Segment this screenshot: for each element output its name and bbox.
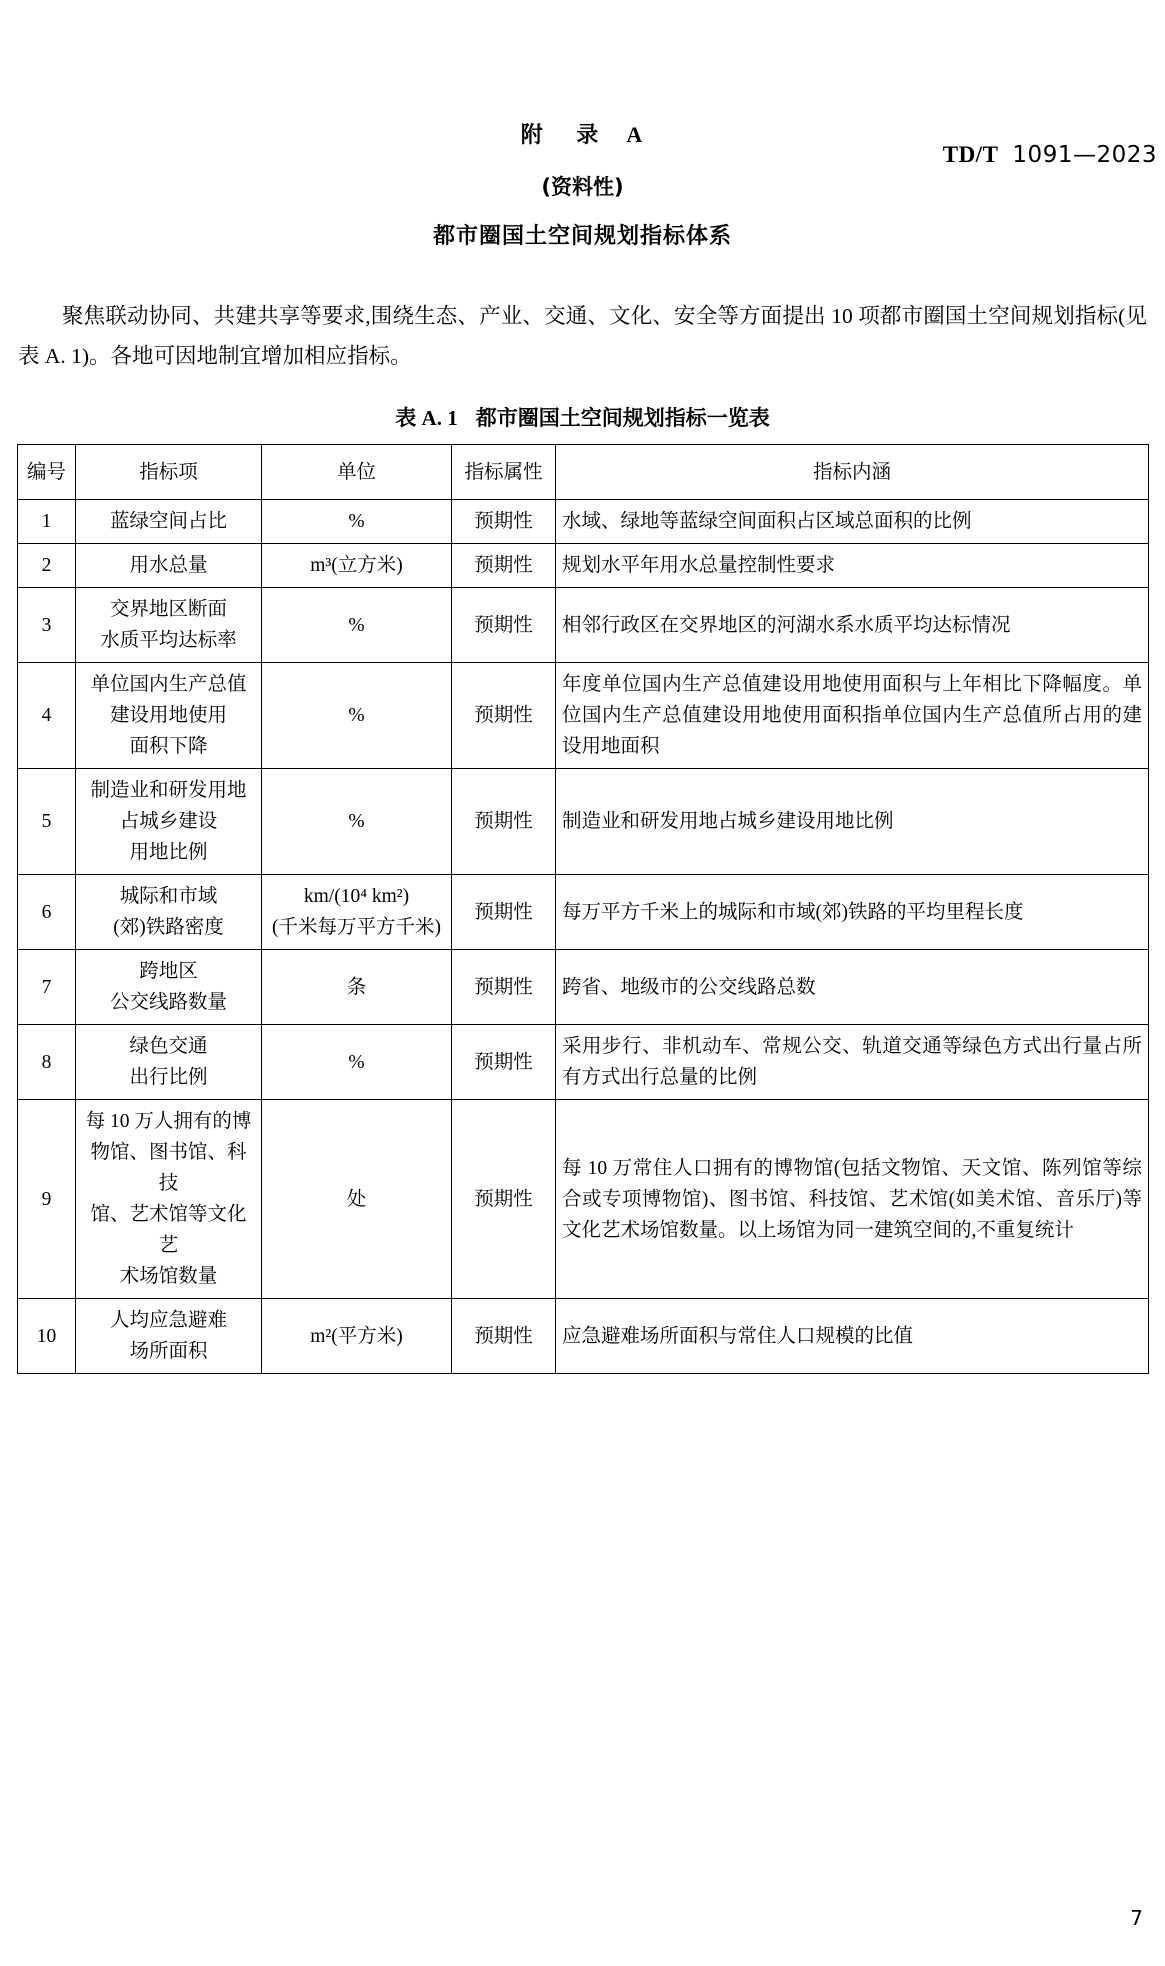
table-row [18,875,1149,950]
cell-index: 5 [18,769,76,875]
cell-description: 年度单位国内生产总值建设用地使用面积与上年相比下降幅度。单位国内生产总值建设用地使用面积指单位国内生产总值所占用的建设用地面积 [556,663,1149,769]
cell-index: 7 [18,950,76,1025]
indicator-item-line: 场所面积 [129,1341,208,1362]
table-row [18,769,1149,875]
cell-unit [262,588,452,663]
cell-index: 8 [18,1025,76,1100]
indicator-item-line: 馆、艺术馆等文化艺 [90,1204,247,1256]
table-header-row [18,445,1149,500]
cell-attribute: 预期性 [452,1100,556,1299]
table-caption [0,402,1165,432]
unit-line: % [348,511,365,532]
indicator-item-line: 绿色交通 [129,1036,208,1057]
indicator-item-line: 用水总量 [129,555,208,576]
unit-line: (千米每万平方千米) [272,917,441,938]
table-caption-label: 表 A. 1 [395,406,458,430]
annex-subtitle: (资料性) [541,175,624,199]
indicator-table [17,444,1149,1374]
cell-index: 10 [18,1299,76,1374]
unit-line: % [348,614,365,636]
annex-name: 都市圈国土空间规划指标体系 [432,224,732,249]
cell-index: 1 [18,500,76,544]
cell-index: 3 [18,588,76,663]
cell-description: 跨省、地级市的公交线路总数 [556,950,1149,1025]
cell-unit [262,875,452,950]
indicator-item-line: 水质平均达标率 [100,630,237,651]
indicator-item-line: 每 10 万人拥有的博 [85,1111,252,1132]
table-row [18,1025,1149,1100]
cell-index: 2 [18,544,76,588]
cell-attribute: 预期性 [452,950,556,1025]
unit-line: % [348,1051,365,1073]
unit-line: 条 [346,976,367,998]
cell-attribute: 预期性 [452,769,556,875]
cell-attribute: 预期性 [452,588,556,663]
standard-code: TD/T [942,142,999,167]
cell-description: 水域、绿地等蓝绿空间面积占区域总面积的比例 [556,500,1149,544]
indicator-item-line: 建设用地使用 [109,705,227,726]
cell-attribute: 预期性 [452,1299,556,1374]
table-body [18,500,1149,1374]
cell-attribute: 预期性 [452,1025,556,1100]
unit-line: 处 [346,1188,367,1210]
indicator-item-line: 制造业和研发用地 [90,780,247,801]
table-row [18,663,1149,769]
cell-index: 6 [18,875,76,950]
unit-line: km/(10⁴ km²) [303,886,410,907]
table-caption-title: 都市圈国土空间规划指标一览表 [475,406,770,430]
cell-index: 4 [18,663,76,769]
indicator-item-line: 人均应急避难 [109,1310,227,1331]
page-number: 7 [1130,1906,1143,1930]
cell-indicator-item [76,875,262,950]
cell-attribute: 预期性 [452,500,556,544]
indicator-item-line: 交界地区断面 [109,599,227,620]
cell-indicator-item [76,544,262,588]
cell-description: 规划水平年用水总量控制性要求 [556,544,1149,588]
indicator-item-line: 蓝绿空间占比 [109,511,227,532]
cell-description: 相邻行政区在交界地区的河湖水系水质平均达标情况 [556,588,1149,663]
cell-indicator-item [76,1299,262,1374]
cell-description: 应急避难场所面积与常住人口规模的比值 [556,1299,1149,1374]
cell-unit [262,769,452,875]
cell-unit [262,1025,452,1100]
cell-indicator-item [76,588,262,663]
table-row [18,544,1149,588]
cell-description: 每 10 万常住人口拥有的博物馆(包括文物馆、天文馆、陈列馆等综合或专项博物馆)、图书馆、科技馆、艺术馆(如美术馆、音乐厅)等文化艺术场馆数量。以上场馆为同一建筑空间的,不重复统计 [556,1100,1149,1299]
cell-description: 制造业和研发用地占城乡建设用地比例 [556,769,1149,875]
cell-indicator-item [76,500,262,544]
annex-title-cn: 附 录 [520,122,613,147]
cell-unit [262,1299,452,1374]
column-header-attribute: 指标属性 [452,445,556,500]
cell-indicator-item [76,769,262,875]
table-row [18,950,1149,1025]
unit-line: m²(平方米) [310,1325,403,1347]
unit-line: % [348,811,365,832]
intro-paragraph: 聚焦联动协同、共建共享等要求,围绕生态、产业、交通、文化、安全等方面提出 10 项都市圈国土空间规划指标(见表 A. 1)。各地可因地制宜增加相应指标。 [18,304,1147,368]
cell-index: 9 [18,1100,76,1299]
cell-indicator-item [76,663,262,769]
cell-attribute: 预期性 [452,663,556,769]
cell-unit [262,950,452,1025]
table-row [18,500,1149,544]
cell-indicator-item [76,1100,262,1299]
cell-indicator-item [76,950,262,1025]
column-header-unit: 单位 [262,445,452,500]
table-row [18,1100,1149,1299]
indicator-item-line: 跨地区 [139,961,198,982]
cell-attribute: 预期性 [452,544,556,588]
cell-unit [262,663,452,769]
column-header-description: 指标内涵 [556,445,1149,500]
indicator-item-line: 出行比例 [129,1067,208,1088]
indicator-item-line: 公交线路数量 [109,992,227,1013]
unit-line: m³(立方米) [310,555,403,576]
indicator-item-line: 城际和市域 [119,886,218,907]
cell-description: 每万平方千米上的城际和市域(郊)铁路的平均里程长度 [556,875,1149,950]
cell-unit [262,544,452,588]
running-header [943,142,1157,168]
indicator-item-line: 占城乡建设 [119,811,218,832]
indicator-item-line: 物馆、图书馆、科技 [90,1142,247,1194]
cell-description: 采用步行、非机动车、常规公交、轨道交通等绿色方式出行量占所有方式出行总量的比例 [556,1025,1149,1100]
cell-unit [262,1100,452,1299]
annex-title-letter: A [626,122,645,147]
table-row [18,1299,1149,1374]
indicator-item-line: 面积下降 [129,736,208,757]
table-row [18,588,1149,663]
indicator-item-line: 单位国内生产总值 [90,674,247,695]
cell-indicator-item [76,1025,262,1100]
cell-attribute: 预期性 [452,875,556,950]
column-header-item: 指标项 [76,445,262,500]
cell-unit [262,500,452,544]
standard-number: 1091—2023 [1012,142,1157,168]
indicator-item-line: 术场馆数量 [119,1266,218,1287]
document-page [0,118,1165,1966]
column-header-no: 编号 [18,445,76,500]
indicator-item-line: (郊)铁路密度 [113,917,224,938]
unit-line: % [348,705,365,726]
indicator-item-line: 用地比例 [129,842,208,863]
